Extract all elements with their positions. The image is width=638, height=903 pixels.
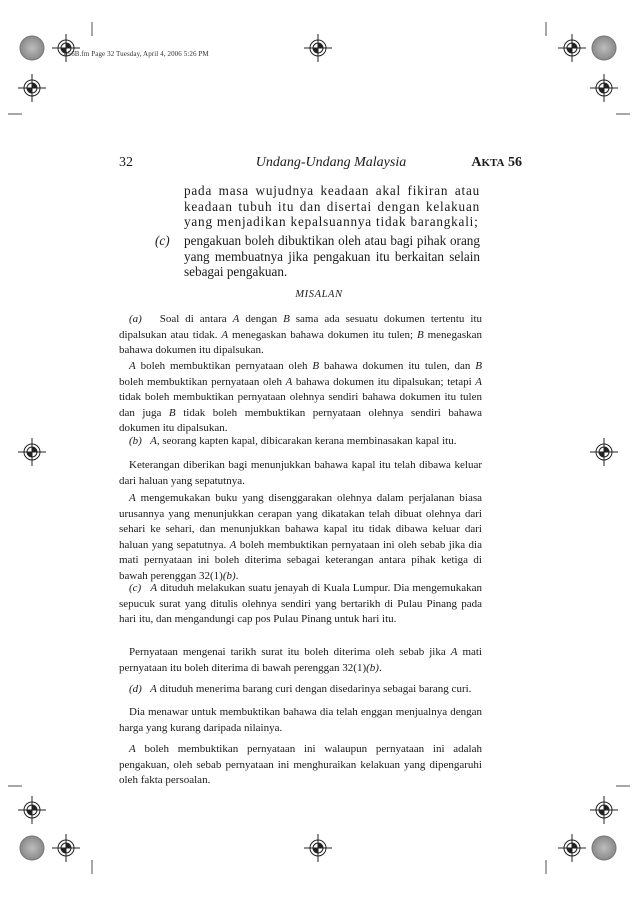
clause-continuation: pada masa wujudnya keadaan akal fikiran atau keadaan tubuh itu dan disertai dengan kelakuan yang menjadikan kepalsuannya tidak barangkali; bbox=[184, 183, 480, 230]
illustrations-heading: MISALAN bbox=[295, 289, 343, 300]
illustration-d-1: (d) A dituduh menerima barang curi dengan disedarinya sebagai barang curi. bbox=[129, 683, 472, 695]
registration-target bbox=[52, 834, 80, 862]
illustration-b-2: Keterangan diberikan bagi menunjukkan bahawa kapal itu telah dibawa keluar dari haluan yang sepatutnya. bbox=[119, 459, 482, 487]
registration-target bbox=[590, 438, 618, 466]
corner-disc bbox=[20, 836, 44, 860]
clause-c-label: (c) bbox=[155, 233, 170, 248]
clause-c-text: pengakuan boleh dibuktikan oleh atau bagi pihak orang yang membuatnya jika pengakuan itu berkaitan selain sebagai pengakuan. bbox=[184, 233, 480, 280]
corner-disc bbox=[592, 836, 616, 860]
act-number: AKTA 56 bbox=[471, 155, 522, 170]
page-number: 32 bbox=[119, 155, 133, 170]
illustration-a-2: A boleh membuktikan pernyataan oleh B bahawa dokumen itu tulen, dan B boleh membuktikan pernyataan oleh A bahawa dokumen itu dipalsukan; tetapi A tidak boleh membuktikan pernyataan olehnya sendiri bahawa dokumen itu tulen dan juga B tidak boleh membuktikan pernyataan olehnya sendiri bahawa dokumen itu dipalsukan. bbox=[119, 360, 482, 434]
registration-target bbox=[18, 796, 46, 824]
illustration-d-2: Dia menawar untuk membuktikan bahawa dia telah enggan menjualnya dengan harga yang kurang daripada nilainya. bbox=[119, 706, 482, 734]
illustration-b-3: A mengemukakan buku yang disenggarakan olehnya dalam perjalanan biasa urusannya yang menunjukkan cerapan yang dikatakan telah dibuat olehnya dari sehari ke sehari, dan menunjukkan bahawa kapal itu tidak dibawa keluar dari haluan yang sepatutnya. A boleh membuktikan pernyataan ini oleh sebab jika dia mati pernyataan ini boleh diterima sebagai keterangan antara pihak ketiga di bawah perenggan 32(1)(b). bbox=[119, 492, 482, 582]
registration-target bbox=[590, 796, 618, 824]
registration-target bbox=[304, 34, 332, 62]
illustration-a-1: (a) Soal di antara A dengan B sama ada sesuatu dokumen tertentu itu dipalsukan atau tidak. A menegaskan bahawa dokumen itu tulen; B menegaskan bahawa dokumen itu dipalsukan. bbox=[119, 313, 482, 356]
registration-target bbox=[558, 834, 586, 862]
illustration-c-1: (c) A dituduh melakukan suatu jenayah di Kuala Lumpur. Dia mengemukakan sepucuk surat yang ditulis olehnya sendiri yang bertarikh di Pulau Pinang pada hari itu, dan mengandungi cap pos Pulau Pinang untuk hari itu. bbox=[119, 582, 482, 625]
illustration-d-3: A boleh membuktikan pernyataan ini walaupun pernyataan ini adalah pengakuan, oleh sebab pernyataan ini menghuraikan kelakuan yang dipengaruhi oleh fakta persoalan. bbox=[119, 743, 482, 786]
registration-target bbox=[304, 834, 332, 862]
registration-target bbox=[18, 438, 46, 466]
corner-disc bbox=[20, 36, 44, 60]
registration-target bbox=[590, 74, 618, 102]
corner-disc bbox=[592, 36, 616, 60]
registration-target bbox=[18, 74, 46, 102]
illustration-b-1: (b) A, seorang kapten kapal, dibicarakan kerana membinasakan kapal itu. bbox=[129, 435, 457, 447]
print-slug: 056B.fm Page 32 Tuesday, April 4, 2006 5:26 PM bbox=[64, 50, 209, 58]
running-title: Undang-Undang Malaysia bbox=[255, 155, 407, 170]
running-header bbox=[119, 155, 522, 175]
registration-target bbox=[558, 34, 586, 62]
illustration-c-2: Pernyataan mengenai tarikh surat itu boleh diterima oleh sebab jika A mati pernyataan itu boleh diterima di bawah perenggan 32(1)(b). bbox=[119, 646, 482, 674]
